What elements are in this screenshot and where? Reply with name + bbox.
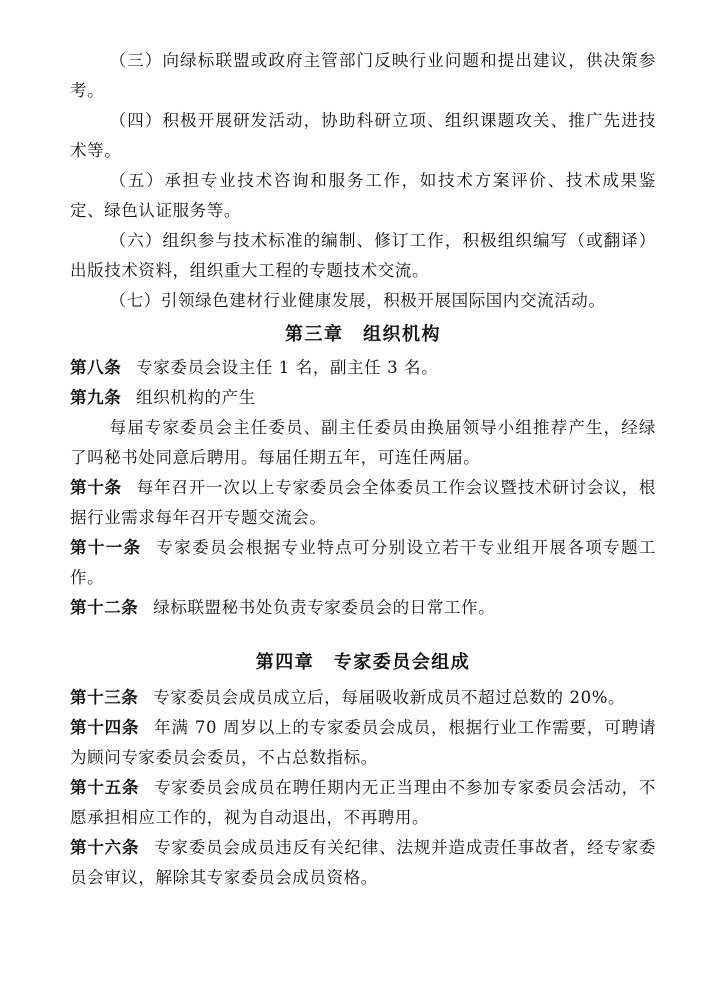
article-12-text: 绿标联盟秘书处负责专家委员会的日常工作。 (153, 598, 496, 617)
article-13 (70, 683, 656, 713)
list-item-7: （七）引领绿色建材行业健康发展，积极开展国际国内交流活动。 (109, 291, 606, 310)
article-13-label: 第十三条 (70, 688, 139, 707)
article-15-label: 第十五条 (70, 778, 140, 797)
article-8-text: 专家委员会设主任 1 名，副主任 3 名。 (136, 358, 439, 377)
article-16-text: 专家委员会成员违反有关纪律、法规并造成责任事故者，经专家委员会审议，解除其专家委员会成员资格。 (70, 838, 656, 887)
article-11 (70, 533, 656, 593)
article-14-label: 第十四条 (70, 718, 140, 737)
article-16-label: 第十六条 (70, 838, 140, 857)
article-11-label: 第十一条 (70, 538, 142, 557)
article-8 (70, 353, 656, 383)
article-12 (70, 593, 656, 623)
chapter-4-heading: 第四章 专家委员会组成 (255, 652, 471, 673)
article-12-label: 第十二条 (70, 598, 139, 617)
document-page (70, 46, 656, 893)
article-9 (70, 383, 656, 413)
article-15-text: 专家委员会成员在聘任期内无正当理由不参加专家委员会活动，不愿承担相应工作的，视为自动退出，不再聘用。 (70, 778, 656, 827)
article-15 (70, 773, 656, 833)
article-10 (70, 473, 656, 533)
article-11-text: 专家委员会根据专业特点可分别设立若干专业组开展各项专题工作。 (70, 538, 656, 587)
list-item-4: （四）积极开展研发活动，协助科研立项、组织课题攻关、推广先进技术等。 (70, 111, 656, 160)
article-9-body: 每届专家委员会主任委员、副主任委员由换届领导小组推荐产生，经绿了吗秘书处同意后聘用。每届任期五年，可连任两届。 (70, 418, 656, 467)
list-item-5: （五）承担专业技术咨询和服务工作，如技术方案评价、技术成果鉴定、绿色认证服务等。 (70, 171, 656, 220)
article-14 (70, 713, 656, 773)
article-9-label: 第九条 (70, 388, 122, 407)
article-9-text: 组织机构的产生 (136, 388, 256, 407)
article-10-text: 每年召开一次以上专家委员会全体委员工作会议暨技术研讨会议，根据行业需求每年召开专题交流会。 (70, 478, 656, 527)
chapter-3-heading: 第三章 组织机构 (285, 324, 441, 345)
article-8-label: 第八条 (70, 358, 122, 377)
article-14-text: 年满 70 周岁以上的专家委员会成员，根据行业工作需要，可聘请为顾问专家委员会委员，不占总数指标。 (70, 718, 656, 767)
article-13-text: 专家委员会成员成立后，每届吸收新成员不超过总数的 20%。 (153, 688, 626, 707)
list-item-3: （三）向绿标联盟或政府主管部门反映行业问题和提出建议，供决策参考。 (70, 51, 656, 100)
article-10-label: 第十条 (70, 478, 122, 497)
article-16 (70, 833, 656, 893)
list-item-6: （六）组织参与技术标准的编制、修订工作，积极组织编写（或翻译）出版技术资料，组织重大工程的专题技术交流。 (70, 231, 656, 280)
